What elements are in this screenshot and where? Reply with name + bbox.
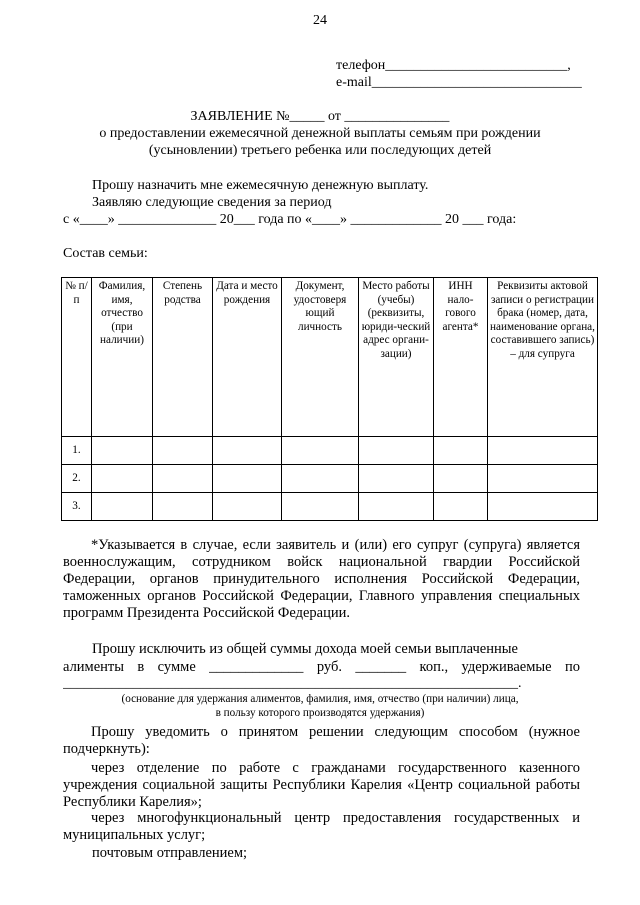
header-inn: ИНН нало-гового агента*	[434, 278, 488, 437]
row-number: 2.	[62, 465, 92, 493]
table-header-row	[62, 278, 598, 437]
table-cell[interactable]	[282, 437, 359, 465]
table-row	[62, 437, 598, 465]
table-cell[interactable]	[213, 493, 282, 521]
table-cell[interactable]	[213, 437, 282, 465]
table-cell[interactable]	[434, 465, 488, 493]
table-cell[interactable]	[282, 493, 359, 521]
request-line-2: Заявляю следующие сведения за период	[92, 195, 332, 210]
table-cell[interactable]	[92, 437, 153, 465]
table-cell[interactable]	[213, 465, 282, 493]
alimony-line-2[interactable]: алименты в сумме _____________ руб. _______ коп., удерживаемые по	[63, 659, 580, 675]
notify-option-mfc[interactable]: через многофункциональный центр предоставления государственных и муниципальных услуг;	[63, 810, 580, 843]
table-cell[interactable]	[488, 437, 598, 465]
phone-field[interactable]: телефон__________________________,	[336, 58, 571, 73]
table-cell[interactable]	[92, 493, 153, 521]
table-cell[interactable]	[153, 493, 213, 521]
header-number: № п/п	[62, 278, 92, 437]
table-cell[interactable]	[359, 493, 434, 521]
alimony-caption-2: в пользу которого производятся удержания)	[215, 707, 425, 719]
header-id-document: Документ, удостоверя ющий личность	[282, 278, 359, 437]
alimony-line-1: Прошу исключить из общей суммы дохода моей семьи выплаченные	[92, 641, 518, 657]
table-cell[interactable]	[153, 465, 213, 493]
period-line[interactable]: с «____» ______________ 20___ года по «____» _____________ 20 ___ года:	[63, 212, 517, 227]
header-birth: Дата и место рождения	[213, 278, 282, 437]
application-title: ЗАЯВЛЕНИЕ №_____ от _______________	[190, 109, 450, 124]
header-relationship: Степень родства	[153, 278, 213, 437]
table-cell[interactable]	[359, 437, 434, 465]
application-subtitle-2: (усыновлении) третьего ребенка или последующих детей	[148, 143, 492, 158]
table-cell[interactable]	[488, 493, 598, 521]
header-marriage-record: Реквизиты актовой записи о регистрации брака (номер, дата, наименование органа, составившего запись) – для супруга	[488, 278, 598, 437]
header-full-name: Фамилия, имя, отчество (при наличии)	[92, 278, 153, 437]
table-row	[62, 465, 598, 493]
application-subtitle-1: о предоставлении ежемесячной денежной выплаты семьям при рождении	[99, 126, 541, 141]
alimony-caption-1: (основание для удержания алиментов, фамилия, имя, отчество (при наличии) лица,	[121, 693, 519, 705]
family-table	[61, 277, 598, 521]
table-cell[interactable]	[92, 465, 153, 493]
table-cell[interactable]	[434, 437, 488, 465]
alimony-basis-line[interactable]: _________________________________________________________________.	[63, 676, 522, 691]
notify-option-department[interactable]: через отделение по работе с гражданами государственного казенного учреждения социальной защиты Республики Карелия «Центр социальной работы Республики Карелия»;	[63, 760, 580, 810]
table-cell[interactable]	[359, 465, 434, 493]
header-workplace: Место работы (учебы) (реквизиты, юриди-ческий адрес органи-зации)	[359, 278, 434, 437]
table-cell[interactable]	[488, 465, 598, 493]
notify-option-mail[interactable]: почтовым отправлением;	[92, 845, 248, 861]
table-row	[62, 493, 598, 521]
table-cell[interactable]	[153, 437, 213, 465]
email-field[interactable]: e-mail______________________________	[336, 75, 582, 90]
footnote-text: *Указывается в случае, если заявитель и (или) его супруг (супруга) является военнослужащим, сотрудником войск национальной гвардии Российской Федерации, органов принудительного исполнения Российской Федерации, таможенных органов Российской Федерации, Главного управления специальных программ Президента Российской Федерации.	[63, 537, 580, 621]
family-label: Состав семьи:	[63, 246, 148, 261]
table-cell[interactable]	[434, 493, 488, 521]
request-line-1: Прошу назначить мне ежемесячную денежную выплату.	[92, 178, 429, 193]
table-cell[interactable]	[282, 465, 359, 493]
page-number: 24	[313, 13, 327, 28]
notify-intro: Прошу уведомить о принятом решении следующим способом (нужное подчеркнуть):	[63, 724, 580, 757]
row-number: 1.	[62, 437, 92, 465]
row-number: 3.	[62, 493, 92, 521]
